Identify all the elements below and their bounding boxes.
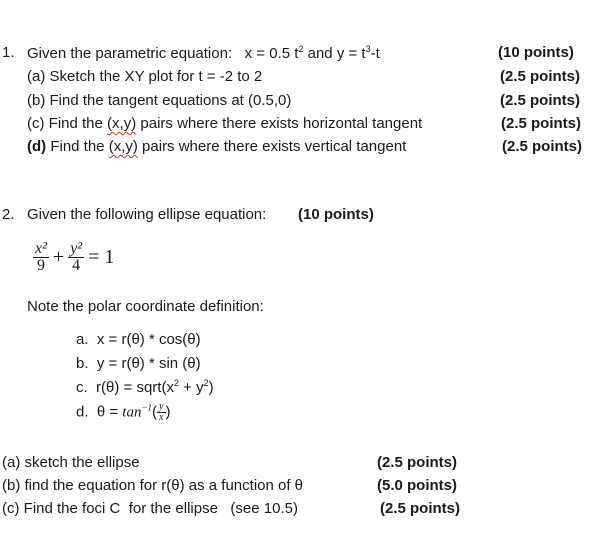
q1-sup2: 2 xyxy=(298,44,304,54)
q2-part-a xyxy=(2,454,140,471)
def-c-pre: r(θ) = sqrt(x xyxy=(96,379,174,396)
q1-part-c-points: (2.5 points) xyxy=(501,115,582,132)
def-c xyxy=(76,378,214,396)
def-a-label: a. xyxy=(76,331,89,348)
y-fraction xyxy=(68,241,84,274)
def-d-fraction xyxy=(157,402,165,423)
q1-part-a-label: (a) xyxy=(27,68,46,85)
q1-part-d-points: (2.5 points) xyxy=(502,138,583,155)
q1-eq-minus-t: -t xyxy=(370,45,380,62)
def-c-mid: + y xyxy=(178,379,204,396)
y-frac-den: 4 xyxy=(72,257,81,274)
q2-part-a-points: (2.5 points) xyxy=(377,454,458,471)
q1-part-c xyxy=(27,115,422,132)
q1-points: (10 points) xyxy=(498,44,574,61)
x-frac-den: 9 xyxy=(36,257,45,274)
def-c-post: ) xyxy=(208,379,214,396)
q1-part-a-text: Sketch the XY plot for t = -2 to 2 xyxy=(49,68,263,85)
q2-part-c-points: (2.5 points) xyxy=(380,500,461,517)
q1-sup3: 3 xyxy=(365,44,371,54)
plus-sign: + xyxy=(52,246,65,268)
q1-eq-x: x = 0.5 t xyxy=(244,45,299,62)
q1-part-c-post: pairs where there exists horizontal tangent xyxy=(140,115,423,132)
def-d-frac-num: y xyxy=(159,401,164,412)
q2-part-b-points: (5.0 points) xyxy=(377,477,458,494)
q1-part-a xyxy=(27,68,262,85)
x-frac-num: x² xyxy=(35,240,47,257)
q2-part-a-label: (a) xyxy=(2,454,21,471)
q1-stem-text: Given the parametric equation: xyxy=(27,45,233,62)
def-b-text: y = r(θ) * sin (θ) xyxy=(96,355,201,372)
def-a xyxy=(76,331,201,348)
q1-part-d-xy: (x,y) xyxy=(108,138,138,155)
q2-part-c-text: Find the foci C for the ellipse (see 10.5) xyxy=(23,500,298,517)
q2-part-a-text: sketch the ellipse xyxy=(24,454,140,471)
def-b-label: b. xyxy=(76,355,89,372)
q1-stem xyxy=(27,44,380,62)
q1-part-d-pre: Find the xyxy=(50,138,105,155)
def-d-label: d. xyxy=(76,403,89,421)
equation-rhs: = 1 xyxy=(88,246,115,268)
q1-part-d-label: (d) xyxy=(27,138,47,155)
q2-part-b-label: (b) xyxy=(2,477,21,494)
def-c-sup-b: 2 xyxy=(203,378,209,388)
q2-part-b-text: find the equation for r(θ) as a function of θ xyxy=(24,477,304,494)
def-c-label: c. xyxy=(76,379,88,396)
q2-part-c-label: (c) xyxy=(2,500,20,517)
def-d: d. $\theta = \tan^{-1}$( $\frac{y}{x}$ ) xyxy=(76,401,171,423)
q1-part-c-label: (c) xyxy=(27,115,45,132)
q2-number: 2. xyxy=(2,206,15,223)
q2-stem: Given the following ellipse equation: xyxy=(27,206,267,223)
q1-part-b-text: Find the tangent equations at (0.5,0) xyxy=(49,92,292,109)
def-d-tan-sup: −1 xyxy=(141,402,153,413)
q1-part-d xyxy=(27,138,406,155)
q1-part-c-xy: (x,y) xyxy=(107,115,137,132)
q1-part-a-points: (2.5 points) xyxy=(500,68,581,85)
polar-note: Note the polar coordinate definition: xyxy=(27,298,264,315)
q1-part-c-pre: Find the xyxy=(48,115,103,132)
y-frac-num: y² xyxy=(70,240,83,257)
def-c-sup-a: 2 xyxy=(173,378,179,388)
def-b xyxy=(76,355,201,372)
x-fraction xyxy=(33,241,49,274)
q2-points: (10 points) xyxy=(298,206,374,223)
q1-part-b xyxy=(27,92,291,109)
q1-part-b-label: (b) xyxy=(27,92,46,109)
q1-part-d-post: pairs where there exists vertical tangent xyxy=(142,138,407,155)
def-a-text: x = r(θ) * cos(θ) xyxy=(96,331,201,348)
def-d-tan: tan xyxy=(122,404,142,421)
def-d-frac-den: x xyxy=(159,412,164,423)
q2-part-c xyxy=(2,500,298,517)
q1-eq-y: and y = t xyxy=(307,45,366,62)
q1-number: 1. xyxy=(2,44,15,61)
q1-part-b-points: (2.5 points) xyxy=(500,92,581,109)
def-d-pre: θ = xyxy=(96,403,123,421)
ellipse-equation xyxy=(33,241,114,274)
q2-part-b xyxy=(2,477,303,494)
